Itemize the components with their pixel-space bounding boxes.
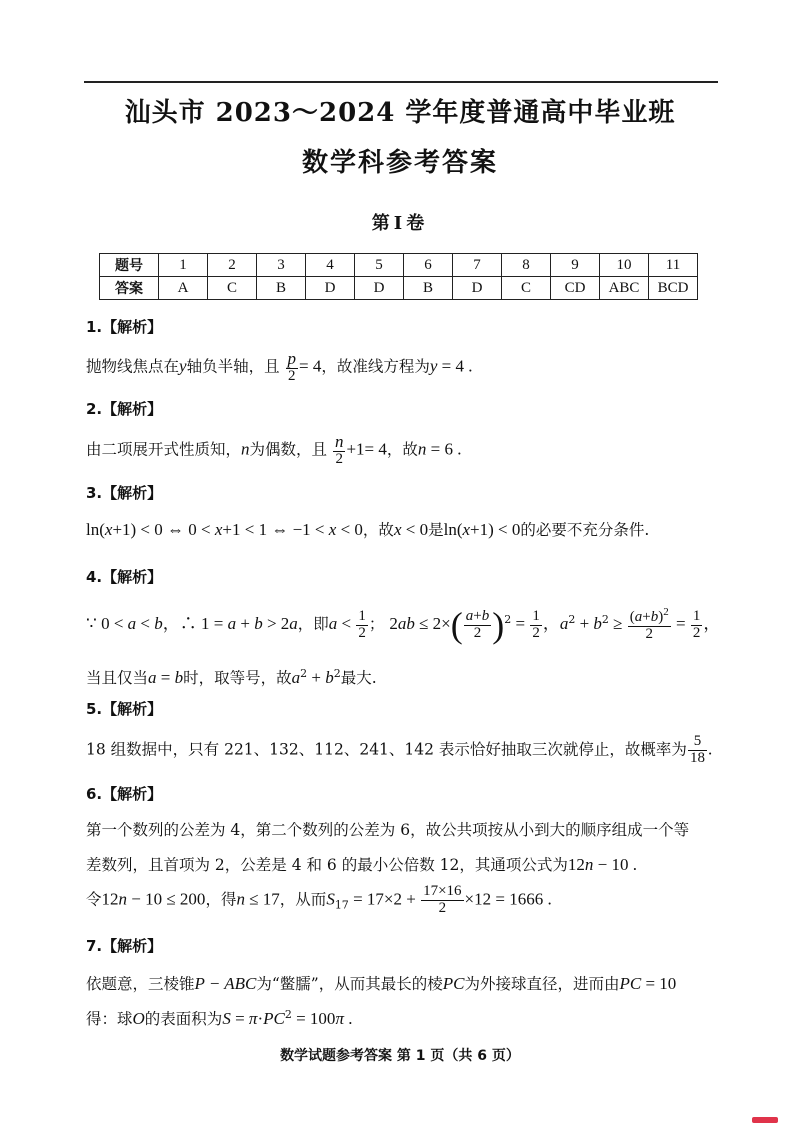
table-cell-number: 8 [502, 254, 551, 277]
question-5-solution: 18 组数据中，只有 221、132、112、241、142 表示恰好抽取三次就停止，故概率为 $\frac{5}{18}$ . [86, 733, 713, 766]
q6-text: ，从而 [279, 890, 327, 909]
q7-text: 的表面积为 [144, 1010, 223, 1028]
table-head-number: 题号 [100, 254, 159, 277]
question-2-heading: 2.【解析】 [86, 400, 163, 418]
q3-text: 的必要不充分条件. [520, 521, 650, 539]
question-6-solution-line2: 差数列，且首项为 2，公差是 4 和 6 的最小公倍数 12，其通项公式为12n − 10 . [86, 855, 637, 874]
q2-fraction: $\frac{n}{2}$ [334, 432, 344, 467]
table-cell-number: 2 [208, 254, 257, 277]
question-4-heading: 4.【解析】 [86, 568, 163, 586]
table-cell-number: 4 [306, 254, 355, 277]
q2-text: 由二项展开式性质知， [86, 440, 242, 459]
table-cell-answer: CD [551, 277, 600, 300]
table-cell-number: 3 [257, 254, 306, 277]
q4-fraction: $\frac{a+b}{2}$ [465, 607, 490, 641]
q4-text: ； [368, 615, 385, 633]
question-2-solution: 由二项展开式性质知，n为偶数，且 $\frac{n}{2}$ +1= 4，故n = 6 . [86, 432, 462, 467]
q4-text: 当且仅当 [86, 669, 149, 687]
answer-table-number-row [100, 254, 698, 277]
q2-text: ，故 [386, 440, 418, 459]
table-cell-number: 10 [600, 254, 649, 277]
question-4-solution-line2: 当且仅当a = b时，取等号，故$a^2 + b^2$最大. [86, 666, 377, 687]
question-6-solution-line1: 第一个数列的公差为 4，第二个数列的公差为 6，故公共项按从小到大的顺序组成一个等 [86, 821, 690, 839]
q3-text: ，故 [362, 521, 394, 539]
table-cell-number: 9 [551, 254, 600, 277]
table-cell-number: 1 [159, 254, 208, 277]
table-cell-answer: A [159, 277, 208, 300]
q1-fraction: $\frac{p}{2}$ [287, 349, 297, 384]
q1-text: 轴负半轴，且 [186, 357, 280, 376]
q1-text: ，故准线方程为 [321, 357, 430, 376]
q4-text: 最大. [340, 669, 377, 687]
question-6-solution-line3: 令12n − 10 ≤ 200，得n ≤ 17，从而$S_{17} = 17\times 2$ + $\frac{17\times 16}{2}$ ×12 = 1666 . [86, 883, 552, 916]
q7-text: 为外接球直径，进而由 [464, 975, 620, 993]
q5-fraction: $\frac{5}{18}$ [689, 733, 705, 766]
table-cell-answer: BCD [649, 277, 698, 300]
q4-fraction: $\frac{1}{2}$ [692, 607, 701, 641]
table-cell-answer: B [257, 277, 306, 300]
page-subtitle: 数学科参考答案 [301, 148, 498, 178]
table-cell-number: 7 [453, 254, 502, 277]
q7-text: 为“鳖臑”，从而其最长的棱 [256, 975, 443, 993]
question-4-solution-line1: ∵ 0 < a < b，∴ 1 = a + b > 2a，即a < $\frac{1}{2}$ ； 2ab ≤ 2×( $\frac{a+b}{2}$ )$^2$ = $\frac{1}{2}$ ，$a^2 + b^2$ ≥ $\frac{(a+b)^2}{2}$ = $\frac{1}{2}$ ， [86, 605, 721, 645]
q1-text: 抛物线焦点在 [86, 357, 180, 376]
q3-text: 是 [428, 521, 444, 539]
q4-fraction: $\frac{1}{2}$ [358, 607, 366, 641]
table-head-answer: 答案 [100, 277, 159, 300]
page-footer: 数学试题参考答案 第 1 页（共 6 页） [280, 1048, 520, 1064]
corner-mark [752, 1117, 778, 1123]
section-heading: 第Ⅰ卷 [371, 213, 429, 234]
table-cell-answer: D [355, 277, 404, 300]
table-cell-answer: B [404, 277, 453, 300]
q1-var: y [179, 356, 187, 376]
question-5-heading: 5.【解析】 [86, 700, 163, 718]
table-cell-number: 11 [649, 254, 698, 277]
answer-table-answer-row [100, 277, 698, 300]
table-cell-answer: C [502, 277, 551, 300]
question-7-solution-line2: 得：球O的表面积为$S = \pi\cdot PC^2 = 100\pi$ . [86, 1007, 353, 1028]
question-7-solution-line1: 依题意，三棱锥P − ABC为“鳖臑”，从而其最长的棱PC为外接球直径，进而由PC = 10 [86, 974, 677, 993]
q4-fraction: $\frac{(a+b)^2}{2}$ [629, 606, 669, 642]
question-6-heading: 6.【解析】 [86, 785, 163, 803]
question-1-heading: 1.【解析】 [86, 318, 163, 336]
q7-text: 依题意，三棱锥 [86, 975, 195, 993]
table-cell-number: 5 [355, 254, 404, 277]
q2-text: 为偶数，且 [249, 440, 328, 459]
page-title: 汕头市 2023～2024 学年度普通高中毕业班 [124, 98, 676, 128]
q4-fraction: $\frac{1}{2}$ [532, 607, 540, 641]
table-cell-number: 6 [404, 254, 453, 277]
q6-text: 令 [86, 890, 102, 909]
q4-text: ，即 [297, 615, 329, 633]
table-cell-answer: D [453, 277, 502, 300]
q5-text: 18 组数据中，只有 221、132、112、241、142 表示恰好抽取三次就停止，故概率为 [86, 740, 687, 759]
q7-text: 得：球 [86, 1010, 133, 1028]
q4-text: 时，取等号，故 [183, 669, 292, 687]
top-rule [84, 81, 718, 83]
question-1-solution: 抛物线焦点在y轴负半轴，且 $\frac{p}{2}$ = 4，故准线方程为y = 4 . [86, 349, 473, 384]
q6-text: 差数列，且首项为 2，公差是 4 和 6 的最小公倍数 12，其通项公式为 [86, 856, 568, 874]
question-7-heading: 7.【解析】 [86, 937, 163, 955]
q6-fraction: $\frac{17\times 16}{2}$ [423, 883, 462, 916]
question-3-heading: 3.【解析】 [86, 484, 163, 502]
table-cell-answer: ABC [600, 277, 649, 300]
answer-table [99, 253, 698, 300]
q6-text: ，得 [205, 890, 237, 909]
table-cell-answer: C [208, 277, 257, 300]
table-cell-answer: D [306, 277, 355, 300]
question-3-solution: ln(x+1) < 0 ⇔ 0 < x+1 < 1 ⇔ −1 < x < 0，故x < 0是ln(x+1) < 0的必要不充分条件. [86, 520, 650, 539]
